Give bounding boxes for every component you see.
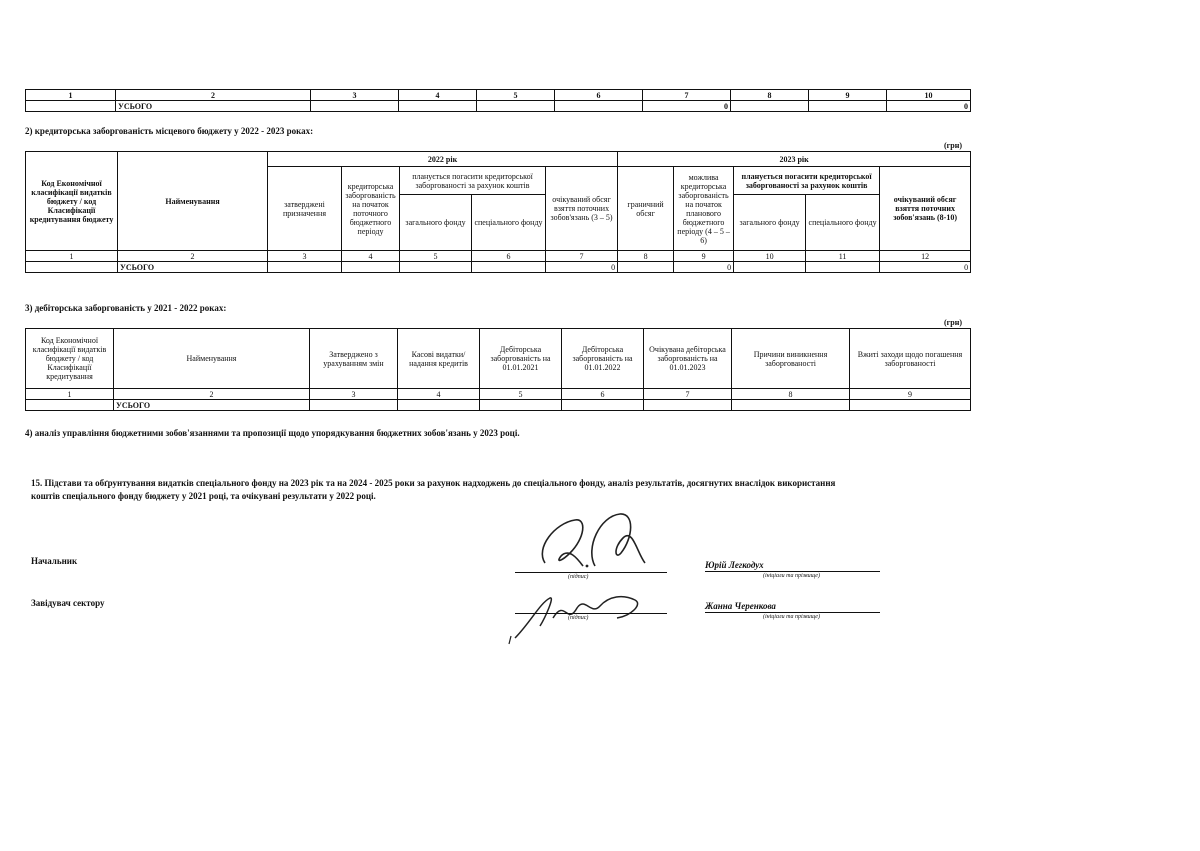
col-num: 4	[342, 251, 400, 262]
year-2022-header: 2022 рік	[268, 152, 618, 167]
signature-line-2	[515, 613, 667, 614]
col-name-header: Найменування	[118, 152, 268, 251]
unit-label: (грн)	[944, 318, 963, 327]
name-sector-head: Жанна Черенкова	[705, 601, 776, 611]
name-line-1	[705, 571, 880, 572]
expected-2023-header: очікуваний обсяг взяття поточних зобов'язань (8-10)	[880, 167, 971, 251]
col-num: 7	[644, 389, 732, 400]
debt-2023-header: Очікувана дебіторська заборгованість на 01.01.2023	[644, 329, 732, 389]
col-num: 5	[400, 251, 472, 262]
col-num: 4	[399, 90, 477, 101]
debt-2021-header: Дебіторська заборгованість на 01.01.2021	[480, 329, 562, 389]
col-num: 9	[809, 90, 887, 101]
col-num: 7	[643, 90, 731, 101]
col-num: 10	[887, 90, 971, 101]
col-num: 7	[546, 251, 618, 262]
receivables-table	[25, 328, 971, 411]
col-code-header: Код Економічної класифікації видатків бюджету / код Класифікації кредитування	[26, 329, 114, 389]
col-num: 9	[850, 389, 971, 400]
general-fund-header: загального фонду	[734, 195, 806, 251]
total-row	[26, 400, 971, 411]
col-num: 3	[310, 389, 398, 400]
caption-name: (ініціали та прізвище)	[763, 573, 820, 579]
col-code-header: Код Економічної класифікації видатків бюджету / код Класифікації кредитування бюджету	[26, 152, 118, 251]
total-label: УСЬОГО	[114, 400, 310, 411]
table-continuation	[25, 89, 971, 112]
plan-repay-header-2023: планується погасити кредиторської заборгованості за рахунок коштів	[734, 167, 880, 195]
col-num: 10	[734, 251, 806, 262]
number-row	[26, 251, 971, 262]
col-num: 4	[398, 389, 480, 400]
header-row-years	[26, 152, 971, 167]
caption-sign: (підпис)	[568, 615, 589, 621]
total-value: 0	[546, 262, 618, 273]
col-num: 1	[26, 251, 118, 262]
total-value: 0	[674, 262, 734, 273]
table-header-row	[26, 90, 971, 101]
total-value: 0	[880, 262, 971, 273]
col-num: 5	[477, 90, 555, 101]
signature-1-image	[525, 508, 665, 578]
debt-start-header: кредиторська заборгованість на початок поточного бюджетного періоду	[342, 167, 400, 251]
limit-header: граничний обсяг	[618, 167, 674, 251]
col-num: 8	[732, 389, 850, 400]
col-num: 2	[116, 90, 311, 101]
section-2-title: 2) кредиторська заборгованість місцевого бюджету у 2022 - 2023 роках:	[25, 126, 314, 136]
col-num: 8	[618, 251, 674, 262]
general-fund-header: загального фонду	[400, 195, 472, 251]
special-fund-header: спеціального фонду	[806, 195, 880, 251]
debt-2022-header: Дебіторська заборгованість на 01.01.2022	[562, 329, 644, 389]
col-num: 11	[806, 251, 880, 262]
cash-header: Касові видатки/ надання кредитів	[398, 329, 480, 389]
total-label: УСЬОГО	[116, 101, 311, 112]
total-value: 0	[643, 101, 731, 112]
total-value: 0	[887, 101, 971, 112]
expected-header: очікуваний обсяг взяття поточних зобов'язань (3 – 5)	[546, 167, 618, 251]
col-name-header: Найменування	[114, 329, 310, 389]
number-row	[26, 389, 971, 400]
year-2023-header: 2023 рік	[618, 152, 971, 167]
col-num: 2	[118, 251, 268, 262]
signature-line-1	[515, 572, 667, 573]
col-num: 12	[880, 251, 971, 262]
unit-label: (грн)	[944, 141, 963, 150]
possible-debt-header: можлива кредиторська заборгованість на початок планового бюджетного періоду (4 – 5 – 6)	[674, 167, 734, 251]
col-num: 6	[472, 251, 546, 262]
col-num: 6	[562, 389, 644, 400]
col-num: 6	[555, 90, 643, 101]
payables-table	[25, 151, 971, 273]
section-4-title: 4) аналіз управління бюджетними зобов'язаннями та пропозиції щодо упорядкування бюджетних зобов'язань у 2023 році.	[25, 428, 520, 438]
caption-name: (ініціали та прізвище)	[763, 614, 820, 620]
section-3-title: 3) дебіторська заборгованість у 2021 - 2022 роках:	[25, 303, 227, 313]
name-line-2	[705, 612, 880, 613]
name-head: Юрій Легкодух	[705, 560, 764, 570]
total-label: УСЬОГО	[118, 262, 268, 273]
special-fund-header: спеціального фонду	[472, 195, 546, 251]
approved-header: Затверджено з урахуванням змін	[310, 329, 398, 389]
reasons-header: Причини виникнення заборгованості	[732, 329, 850, 389]
col-num: 2	[114, 389, 310, 400]
role-head: Начальник	[31, 556, 78, 566]
total-row	[26, 262, 971, 273]
col-num: 3	[311, 90, 399, 101]
plan-repay-header: планується погасити кредиторської заборгованості за рахунок коштів	[400, 167, 546, 195]
header-row	[26, 329, 971, 389]
col-num: 9	[674, 251, 734, 262]
role-sector-head: Завідувач сектору	[31, 598, 105, 608]
measures-header: Вжиті заходи щодо погашення заборгованості	[850, 329, 971, 389]
caption-sign: (підпис)	[568, 574, 589, 580]
col-num: 1	[26, 389, 114, 400]
col-num: 8	[731, 90, 809, 101]
section-15-text: 15. Підстави та обґрунтування видатків спеціального фонду на 2023 рік та на 2024 - 2025 роки за рахунок надходжень до спеціального фонду, аналіз результатів, досягнутих внаслідок використання коштів спеціального фонду бюджету у 2021 році, та очікувані результати у 2022 році.	[31, 478, 836, 501]
col-num: 3	[268, 251, 342, 262]
total-row	[26, 101, 971, 112]
approved-header: затверджені призначення	[268, 167, 342, 251]
col-num: 1	[26, 90, 116, 101]
col-num: 5	[480, 389, 562, 400]
